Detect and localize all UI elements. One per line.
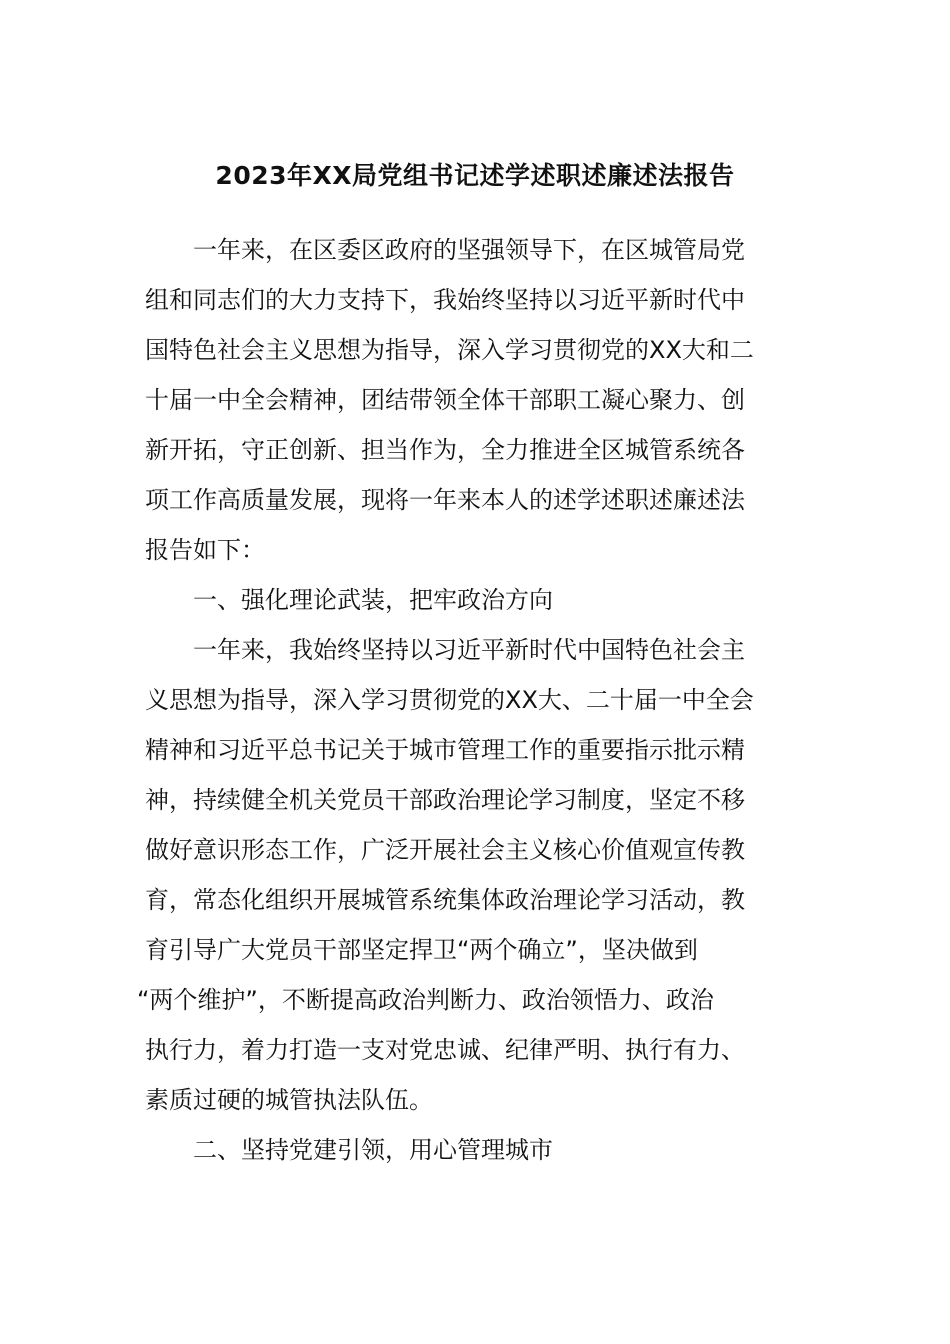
paragraph-line: 国特色社会主义思想为指导，深入学习贯彻党的XX大和二 [145, 336, 754, 364]
paragraph-line: 精神和习近平总书记关于城市管理工作的重要指示批示精 [145, 736, 745, 764]
paragraph-line: 一年来，我始终坚持以习近平新时代中国特色社会主 [193, 636, 745, 664]
paragraph-line: 新开拓，守正创新、担当作为，全力推进全区城管系统各 [145, 436, 745, 464]
document-title: 2023年XX局党组书记述学述职述廉述法报告 [215, 161, 735, 190]
paragraph-line: 素质过硬的城管执法队伍。 [145, 1086, 433, 1114]
section-heading: 一、强化理论武装，把牢政治方向 [193, 586, 553, 614]
paragraph-line: 一年来，在区委区政府的坚强领导下，在区城管局党 [193, 236, 745, 264]
paragraph-line: 十届一中全会精神，团结带领全体干部职工凝心聚力、创 [145, 386, 745, 414]
paragraph-line: 报告如下： [145, 536, 265, 564]
section-heading: 二、坚持党建引领，用心管理城市 [193, 1136, 553, 1164]
paragraph-line: 育引导广大党员干部坚定捍卫“两个确立”，坚决做到 [145, 936, 698, 964]
paragraph-line: “两个维护”，不断提高政治判断力、政治领悟力、政治 [137, 986, 714, 1014]
paragraph-line: 育，常态化组织开展城管系统集体政治理论学习活动，教 [145, 886, 745, 914]
paragraph-line: 项工作高质量发展，现将一年来本人的述学述职述廉述法 [145, 486, 745, 514]
paragraph-line: 执行力，着力打造一支对党忠诚、纪律严明、执行有力、 [145, 1036, 745, 1064]
paragraph-line: 神，持续健全机关党员干部政治理论学习制度，坚定不移 [145, 786, 745, 814]
paragraph-line: 组和同志们的大力支持下，我始终坚持以习近平新时代中 [145, 286, 745, 314]
paragraph-line: 做好意识形态工作，广泛开展社会主义核心价值观宣传教 [145, 836, 745, 864]
paragraph-line: 义思想为指导，深入学习贯彻党的XX大、二十届一中全会 [145, 686, 754, 714]
